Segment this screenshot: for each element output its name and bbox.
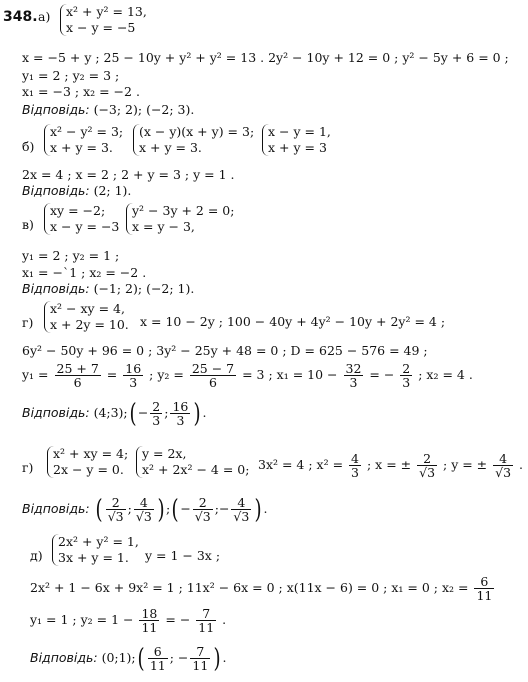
left-paren: ( xyxy=(95,494,103,525)
denominator: √3 xyxy=(107,509,124,525)
answer-value: (−1; 2); (−2; 1). xyxy=(93,281,195,296)
part-g-system xyxy=(44,301,129,333)
fraction xyxy=(231,496,251,523)
system-row: x − y = −3 xyxy=(50,219,120,234)
numerator: 2 xyxy=(106,496,126,510)
part-b-line1: 2x = 4 ; x = 2 ; 2 + y = 3 ; y = 1 . xyxy=(22,167,235,182)
separator: ; − xyxy=(169,650,189,666)
part-g-line1: 6y² − 50y + 96 = 0 ; 3y² − 25y + 48 = 0 ; D = 625 − 576 = 49 ; xyxy=(22,343,428,358)
denominator: 6 xyxy=(73,375,82,391)
part-a-line3: x₁ = −3 ; x₂ = −2 . xyxy=(22,84,140,99)
fraction xyxy=(190,645,210,672)
denominator: √3 xyxy=(135,509,152,525)
part-v-system-2 xyxy=(126,203,234,235)
numerator: 6 xyxy=(474,575,494,589)
fraction xyxy=(493,452,513,479)
part-a-system xyxy=(60,4,147,36)
part-v-system-1 xyxy=(44,203,119,235)
end-dot: . xyxy=(202,405,207,421)
system-row: (x − y)(x + y) = 3; xyxy=(139,124,255,139)
numerator: 7 xyxy=(196,607,216,621)
answer-value: (2; 1). xyxy=(93,183,132,198)
denominator: 3 xyxy=(129,375,138,391)
numerator: 2 xyxy=(152,399,161,414)
numerator: 16 xyxy=(172,399,189,414)
part-g-answer xyxy=(22,400,207,427)
end-dot: . xyxy=(263,501,268,517)
numerator: 7 xyxy=(190,645,210,659)
numerator: 25 + 7 xyxy=(56,361,99,376)
right-paren: ) xyxy=(254,494,262,525)
system-row: y² − 3y + 2 = 0; xyxy=(132,203,235,218)
fraction xyxy=(150,400,162,427)
answer-label: Відповідь: xyxy=(22,102,90,117)
x2-text: ; x₂ = 4 . xyxy=(418,367,473,383)
right-paren: ) xyxy=(157,494,165,525)
text: 2x² + 1 − 6x + 9x² = 1 ; 11x² − 6x = 0 ; x(11x − 6) = 0 ; x₁ = 0 ; x₂ = xyxy=(30,580,469,596)
system-row: 3x + y = 1. xyxy=(58,550,129,565)
y2-text: ; y₂ = xyxy=(149,367,184,383)
text: ; x = ± xyxy=(366,457,412,473)
part-v-line2: x₁ = −`1 ; x₂ = −2 . xyxy=(22,265,147,280)
answer-value: (−3; 2); (−2; 3). xyxy=(93,102,195,117)
part-v-line1: y₁ = 2 ; y₂ = 1 ; xyxy=(22,248,120,263)
fraction xyxy=(417,452,437,479)
system-row: x² + 2x² − 4 = 0; xyxy=(142,462,250,477)
denominator: √3 xyxy=(233,509,250,525)
equals-minus: = − xyxy=(165,612,191,628)
denominator: 6 xyxy=(209,375,217,391)
part-v-label: в) xyxy=(22,217,34,232)
part-d-system xyxy=(52,534,139,566)
denominator: √3 xyxy=(419,465,436,481)
part-a-line2: y₁ = 2 ; y₂ = 3 ; xyxy=(22,68,120,83)
left-paren: ( xyxy=(137,643,145,674)
numerator: 4 xyxy=(351,451,359,466)
part-b-system-2 xyxy=(133,124,254,156)
end-dot: . xyxy=(222,612,227,628)
denominator: 3 xyxy=(176,413,185,429)
text: 3x² = 4 ; x² = xyxy=(258,457,344,473)
fraction xyxy=(170,400,190,427)
system-row: x + 2y = 10. xyxy=(50,317,129,332)
separator: ; xyxy=(127,501,132,517)
separator: ; xyxy=(214,501,219,517)
denominator: 11 xyxy=(149,658,166,674)
part-g2-answer xyxy=(22,496,267,523)
system-row: x² + y² = 13, xyxy=(66,4,147,19)
part-b-system-1 xyxy=(44,124,123,156)
system-row: x + y = 3. xyxy=(139,140,202,155)
answer-part: (4;3); xyxy=(93,405,128,421)
fraction xyxy=(123,362,143,389)
system-row: x² + xy = 4; xyxy=(53,446,129,461)
part-d-line2 xyxy=(30,607,226,634)
text: y₁ = 1 ; y₂ = 1 − xyxy=(30,612,134,628)
answer-label: Відповідь: xyxy=(22,405,90,421)
part-d-line0: y = 1 − 3x ; xyxy=(145,548,221,563)
fraction xyxy=(400,362,412,389)
denominator: 11 xyxy=(198,620,215,636)
fraction xyxy=(55,362,101,389)
denominator: 11 xyxy=(192,658,209,674)
fraction xyxy=(148,645,168,672)
fraction xyxy=(344,362,364,389)
denominator: 3 xyxy=(402,375,411,391)
denominator: 3 xyxy=(349,375,358,391)
numerator: 4 xyxy=(493,452,513,466)
right-paren: ) xyxy=(193,398,202,429)
numerator: 4 xyxy=(134,496,154,510)
answer-label: Відповідь: xyxy=(22,501,90,517)
answer-label: Відповідь: xyxy=(22,183,90,198)
numerator: 2 xyxy=(402,361,411,376)
numerator: 2 xyxy=(417,452,437,466)
part-g-line0: x = 10 − 2y ; 100 − 40y + 4y² − 10y + 2y² = 4 ; xyxy=(140,314,446,329)
part-v-answer xyxy=(22,283,194,296)
part-a-label: а) xyxy=(38,9,51,24)
numerator: 6 xyxy=(148,645,168,659)
separator: ; xyxy=(165,501,171,517)
answer-label: Відповідь: xyxy=(30,650,98,666)
end-dot: . xyxy=(222,650,227,666)
part-d-label: д) xyxy=(30,548,43,563)
system-row: y = 2x, xyxy=(142,446,187,461)
minus: − xyxy=(180,501,191,517)
minus: − xyxy=(218,501,230,517)
denominator: 11 xyxy=(476,588,493,604)
fraction xyxy=(349,452,361,479)
minus: − xyxy=(137,405,149,421)
denominator: √3 xyxy=(194,509,211,525)
text: ; y = ± xyxy=(443,457,488,473)
part-g2-system-2 xyxy=(136,446,249,478)
right-paren: ) xyxy=(213,643,221,674)
part-a-line1: x = −5 + y ; 25 − 10y + y² + y² = 13 . 2y² − 10y + 12 = 0 ; y² − 5y + 6 = 0 ; xyxy=(22,50,509,65)
text: . xyxy=(519,457,524,473)
equals-minus: = − xyxy=(369,367,395,383)
denominator: 11 xyxy=(141,620,158,636)
fraction xyxy=(474,575,494,602)
system-row: x + y = 3 xyxy=(268,140,327,155)
system-row: xy = −2; xyxy=(50,203,106,218)
denominator: √3 xyxy=(495,465,512,481)
equals: = xyxy=(106,367,118,383)
part-b-label: б) xyxy=(22,139,35,154)
fraction xyxy=(193,496,213,523)
part-d-line1 xyxy=(30,575,496,602)
part-b-system-3 xyxy=(262,124,331,156)
part-g2-line xyxy=(258,452,523,479)
fraction xyxy=(190,362,236,389)
left-paren: ( xyxy=(171,494,179,525)
fraction xyxy=(106,496,126,523)
fraction xyxy=(134,496,154,523)
answer-part: (0;1); xyxy=(101,650,136,666)
part-a-answer xyxy=(22,104,194,117)
system-row: 2x² + y² = 1, xyxy=(58,534,139,549)
system-row: x − y = −5 xyxy=(66,20,136,35)
numerator: 32 xyxy=(345,361,362,376)
system-row: x − y = 1, xyxy=(268,124,331,139)
system-row: x² − xy = 4, xyxy=(50,301,125,316)
separator: ; xyxy=(164,405,169,421)
part-g2-system-1 xyxy=(47,446,128,478)
part-g-line2 xyxy=(22,362,473,389)
numerator: 25 − 7 xyxy=(191,361,235,376)
numerator: 18 xyxy=(141,606,158,621)
system-row: 2x − y = 0. xyxy=(53,462,124,477)
y2-result: = 3 ; x₁ = 10 − xyxy=(242,367,338,383)
system-row: x + y = 3. xyxy=(50,140,113,155)
left-paren: ( xyxy=(129,398,137,429)
numerator: 4 xyxy=(231,496,251,510)
y1-text: y₁ = xyxy=(22,367,49,383)
numerator: 2 xyxy=(193,496,213,510)
part-b-answer xyxy=(22,185,131,198)
system-row: x² − y² = 3; xyxy=(50,124,124,139)
system-row: x = y − 3, xyxy=(132,219,195,234)
problem-number: 348. xyxy=(3,9,38,25)
part-g-label: г) xyxy=(22,315,34,330)
part-g2-label: г) xyxy=(22,460,34,475)
answer-label: Відповідь: xyxy=(22,281,90,296)
denominator: 3 xyxy=(152,413,161,429)
part-d-answer xyxy=(30,645,226,672)
fraction xyxy=(139,607,159,634)
denominator: 3 xyxy=(351,465,359,481)
numerator: 16 xyxy=(125,361,142,376)
fraction xyxy=(196,607,216,634)
